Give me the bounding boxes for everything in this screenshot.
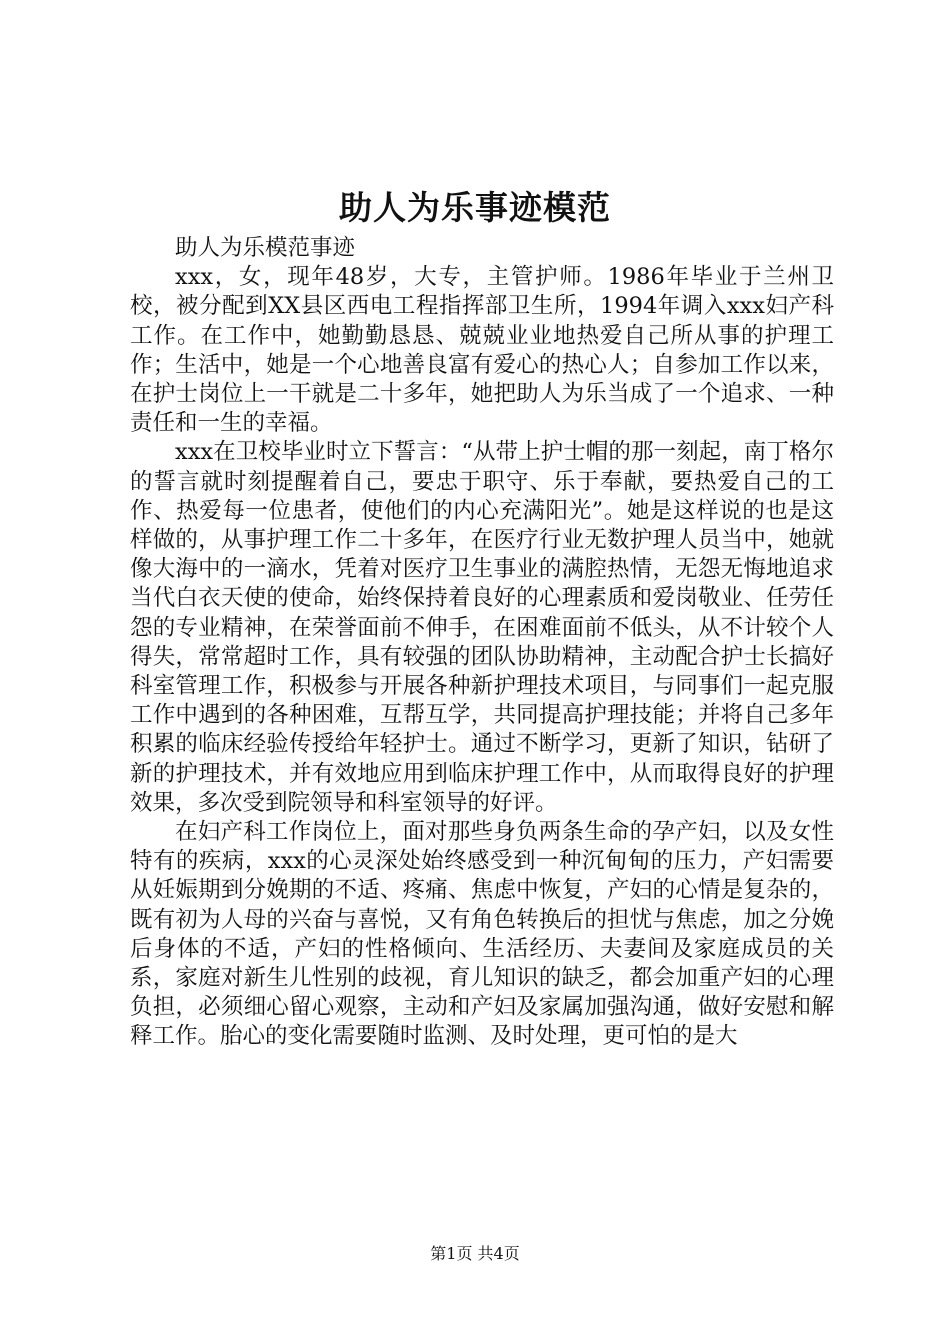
- document-body: [130, 234, 834, 1052]
- paragraph-subtitle: 助人为乐模范事迹: [175, 235, 356, 261]
- page-number-footer: 第1页 共4页: [430, 1244, 520, 1263]
- document-title: 助人为乐事迹模范: [339, 188, 611, 227]
- paragraph: xxx在卫校毕业时立下誓言：“从带上护士帽的那一刻起，南丁格尔的誓言就时刻提醒着自己，要忠于职守、乐于奉献，要热爱自己的工作、热爱每一位患者，使他们的内心充满阳光”。她是这样说的也是这样做的，从事护理工作二十多年，在医疗行业无数护理人员当中，她就像大海中的一滴水，凭着对医疗卫生事业的满腔热情，无怨无悔地追求当代白衣天使的使命，始终保持着良好的心理素质和爱岗敬业、任劳任怨的专业精神，在荣誉面前不伸手，在困难面前不低头，从不计较个人得失，常常超时工作，具有较强的团队协助精神，主动配合护士长搞好科室管理工作，积极参与开展各种新护理技术项目，与同事们一起克服工作中遇到的各种困难，互帮互学，共同提高护理技能；并将自己多年积累的临床经验传授给年轻护士。通过不断学习，更新了知识，钻研了新的护理技术，并有效地应用到临床护理工作中，从而取得良好的护理效果，多次受到院领导和科室领导的好评。: [130, 439, 834, 816]
- paragraph: xxx，女，现年48岁，大专，主管护师。1986年毕业于兰州卫校，被分配到XX县区西电工程指挥部卫生所，1994年调入xxx妇产科工作。在工作中，她勤勤恳恳、兢兢业业地热爱自己所从事的护理工作；生活中，她是一个心地善良富有爱心的热心人；自参加工作以来，在护士岗位上一干就是二十多年，她把助人为乐当成了一个追求、一种责任和一生的幸福。: [130, 264, 834, 437]
- paragraph: 在妇产科工作岗位上，面对那些身负两条生命的孕产妇，以及女性特有的疾病，xxx的心灵深处始终感受到一种沉甸甸的压力，产妇需要从妊娠期到分娩期的不适、疼痛、焦虑中恢复，产妇的心情是复杂的，既有初为人母的兴奋与喜悦，又有角色转换后的担忧与焦虑，加之分娩后身体的不适，产妇的性格倾向、生活经历、夫妻间及家庭成员的关系，家庭对新生儿性别的歧视，育儿知识的缺乏，都会加重产妇的心理负担，必须细心留心观察，主动和产妇及家属加强沟通，做好安慰和解释工作。胎心的变化需要随时监测、及时处理，更可怕的是大: [130, 819, 834, 1050]
